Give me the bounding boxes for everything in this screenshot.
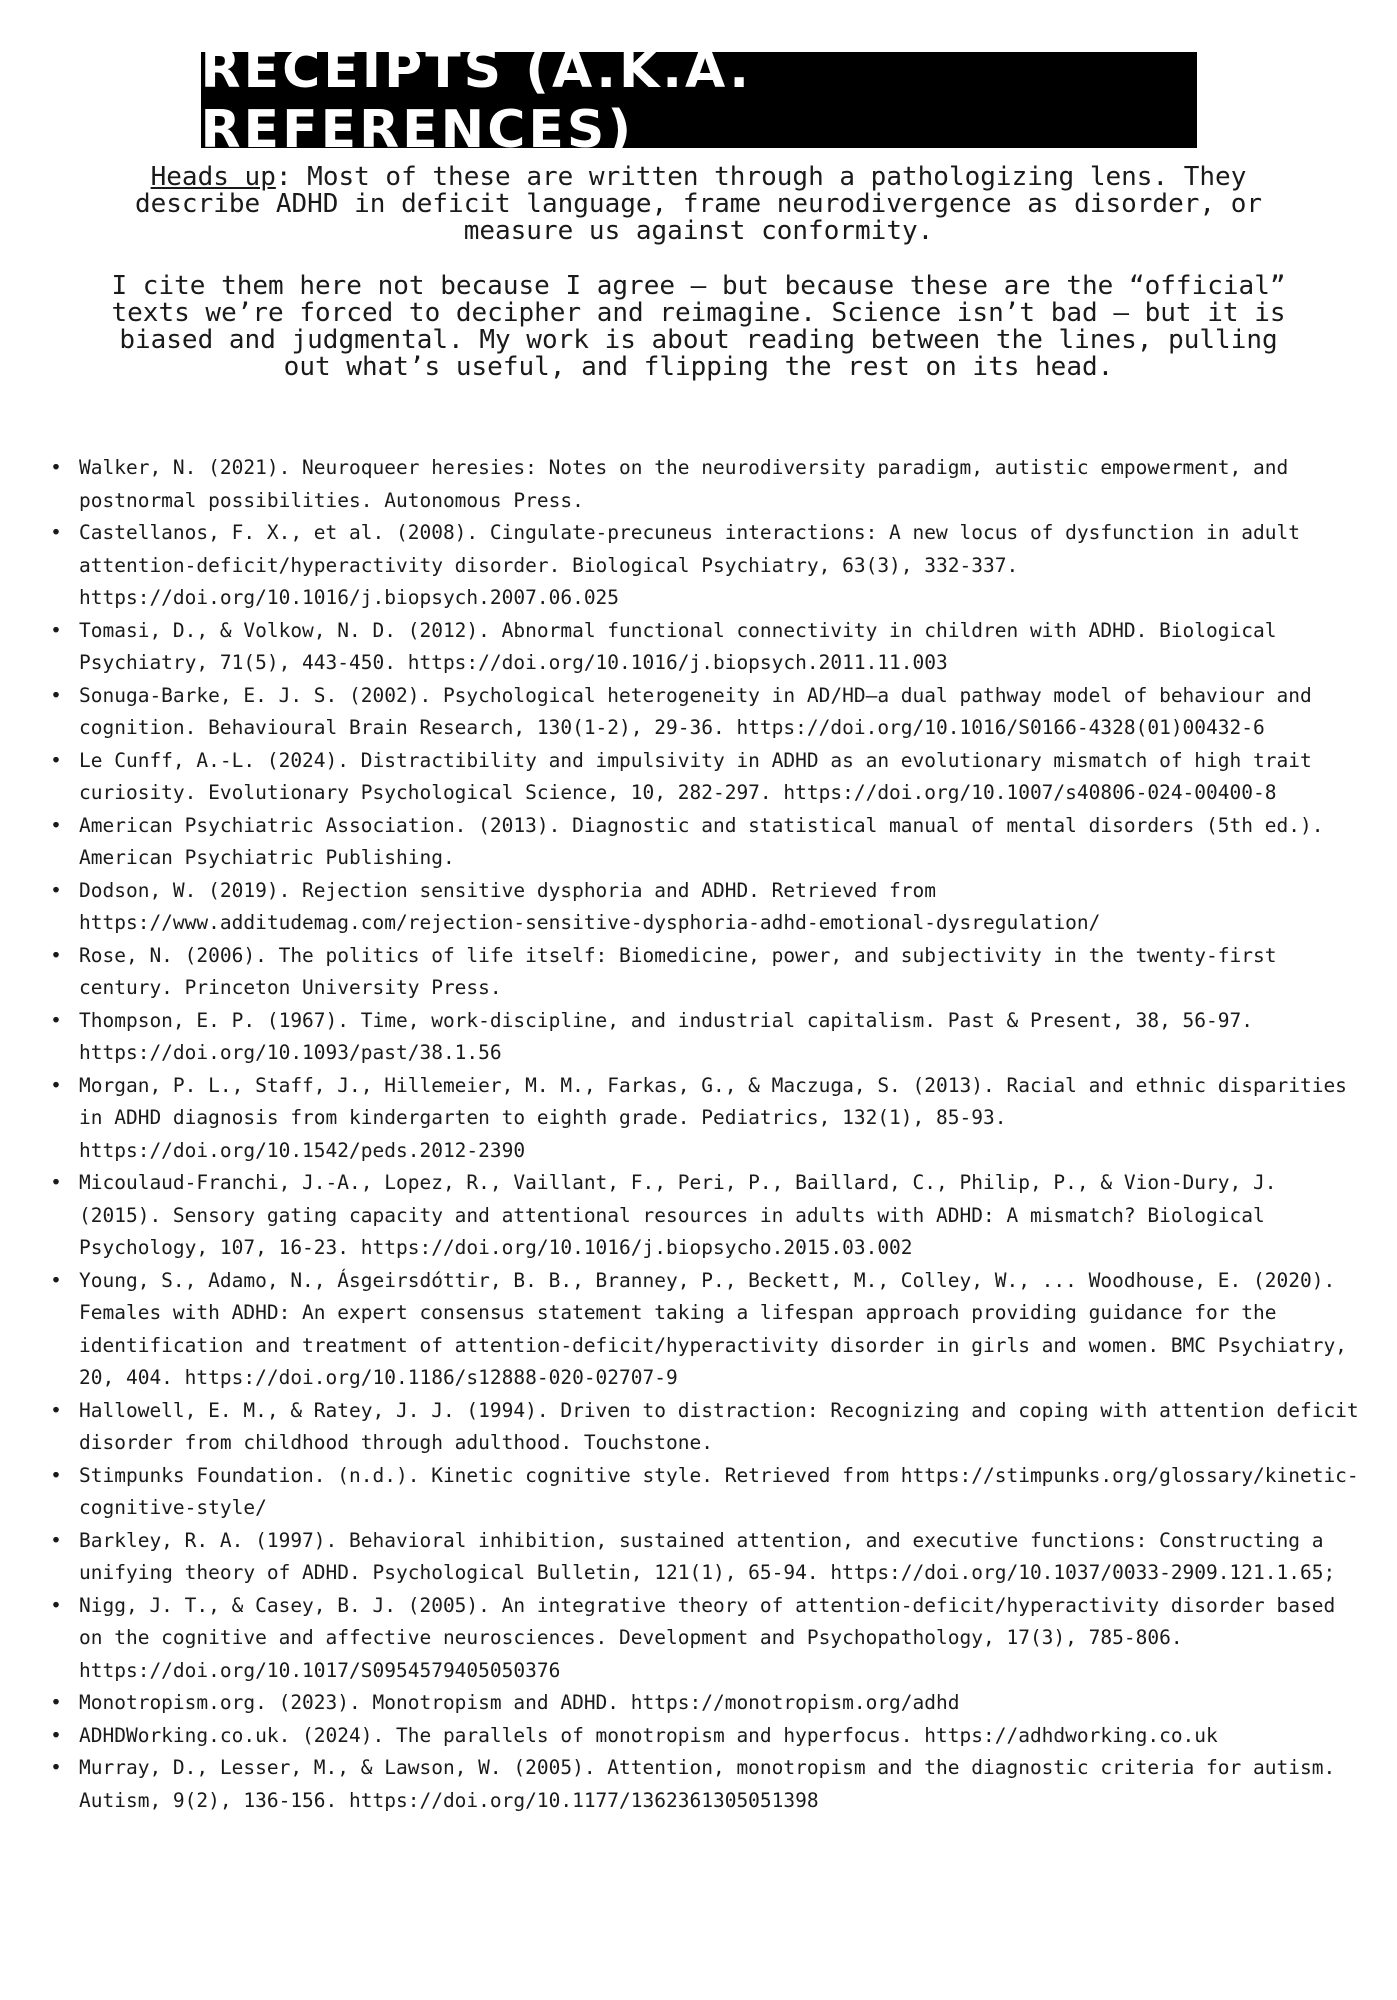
reference-item	[46, 1460, 1366, 1525]
reference-text: Nigg, J. T., & Casey, B. J. (2005). An integrative theory of attention-deficit/hyperactivity disorder based on the cognitive and affective neurosciences. Development and Psychopathology, 17(3), 785-806. https://doi.org/10.1017/S0954579405050376	[79, 1593, 1336, 1682]
bullet-icon: •	[50, 521, 62, 544]
bullet-icon: •	[50, 683, 62, 707]
bullet-icon: •	[50, 1398, 62, 1422]
bullet-icon: •	[50, 1593, 62, 1617]
bullet-icon: •	[50, 943, 62, 967]
reference-item	[46, 940, 1366, 1005]
reference-text: Rose, N. (2006). The politics of life itself: Biomedicine, power, and subjectivity in the twenty-first century. Princeton University Press.	[79, 943, 1277, 999]
bullet-icon: •	[50, 1073, 62, 1097]
bullet-icon: •	[50, 456, 62, 479]
reference-text: Thompson, E. P. (1967). Time, work-discipline, and industrial capitalism. Past & Present, 38, 56-97. https://doi.org/10.1093/past/38.1.56	[79, 1008, 1253, 1064]
reference-item	[46, 1752, 1366, 1817]
bullet-icon: •	[50, 813, 62, 837]
reference-text: Hallowell, E. M., & Ratey, J. J. (1994). Driven to distraction: Recognizing and coping with attention deficit disorder from childhood through adulthood. Touchstone.	[79, 1398, 1359, 1454]
bullet-icon: •	[50, 1723, 62, 1747]
intro-section	[90, 164, 1307, 381]
reference-text: Young, S., Adamo, N., Ásgeirsdóttir, B. B., Branney, P., Beckett, M., Colley, W., ... Woodhouse, E. (2020). Females with ADHD: An expert consensus statement taking a lifespan approach providing guidance for the identification and treatment of attention-deficit/hyperactivity disorder in girls and women. BMC Psychiatry, 20, 404. https://doi.org/10.1186/s12888-020-02707-9	[79, 1268, 1347, 1389]
reference-text: Le Cunff, A.-L. (2024). Distractibility and impulsivity in ADHD as an evolutionary mismatch of high trait curiosity. Evolutionary Psychological Science, 10, 282-297. https://doi.org/10.1007/s40806-024-00400-8	[79, 748, 1312, 804]
reference-text: Morgan, P. L., Staff, J., Hillemeier, M. M., Farkas, G., & Maczuga, S. (2013). Racial and ethnic disparities in ADHD diagnosis from kindergarten to eighth grade. Pediatrics, 132(1), 85-93. https://doi.org/10.1542/peds.2012-2390	[79, 1073, 1347, 1162]
reference-text: Castellanos, F. X., et al. (2008). Cingulate-precuneus interactions: A new locus of dysfunction in adult attention-deficit/hyperactivity disorder. Biological Psychiatry, 63(3), 332-337. https://doi.org/10.1016/j.biopsych.2007.06.025	[79, 521, 1300, 609]
title-banner	[200, 40, 1197, 160]
title-banner-wrap	[0, 40, 1397, 160]
reference-item	[46, 615, 1366, 680]
bullet-icon: •	[50, 748, 62, 772]
bullet-icon: •	[50, 1691, 62, 1714]
reference-text: Sonuga-Barke, E. J. S. (2002). Psychological heterogeneity in AD/HD—a dual pathway model of behaviour and cognition. Behavioural Brain Research, 130(1-2), 29-36. https://doi.org/10.1016/S0166-4328(01)00432-6	[79, 683, 1312, 739]
reference-item	[46, 1687, 1366, 1720]
reference-item	[46, 1590, 1366, 1688]
page-title: RECEIPTS (A.K.A. REFERENCES)	[200, 40, 752, 160]
reference-text: Murray, D., Lesser, M., & Lawson, W. (2005). Attention, monotropism and the diagnostic criteria for autism. Autism, 9(2), 136-156. https://doi.org/10.1177/1362361305051398	[79, 1756, 1336, 1812]
bullet-icon: •	[50, 878, 62, 902]
reference-text: Stimpunks Foundation. (n.d.). Kinetic cognitive style. Retrieved from https://stimpunks.org/glossary/kinetic-cognitive-style/	[79, 1463, 1359, 1519]
reference-item	[46, 517, 1366, 615]
reference-text: Dodson, W. (2019). Rejection sensitive dysphoria and ADHD. Retrieved from https://www.additudemag.com/rejection-sensitive-dysphoria-adhd-emotional-dysregulation/	[79, 878, 1101, 934]
reference-text: Tomasi, D., & Volkow, N. D. (2012). Abnormal functional connectivity in children with ADHD. Biological Psychiatry, 71(5), 443-450. https://doi.org/10.1016/j.biopsych.2011.11.003	[79, 618, 1277, 674]
reference-text: ADHDWorking.co.uk. (2024). The parallels of monotropism and hyperfocus. https://adhdworking.co.uk	[79, 1723, 1218, 1747]
bullet-icon: •	[50, 618, 62, 642]
bullet-icon: •	[50, 1756, 62, 1779]
reference-text: Walker, N. (2021). Neuroqueer heresies: Notes on the neurodiversity paradigm, autistic empowerment, and postnormal possibilities. Autonomous Press.	[79, 456, 1289, 512]
reference-item	[46, 680, 1366, 745]
reference-text: Barkley, R. A. (1997). Behavioral inhibition, sustained attention, and executive functions: Constructing a unifying theory of ADHD. Psychological Bulletin, 121(1), 65-94. https://doi.org/10.1037/0033-2909.121.1.65;	[79, 1528, 1336, 1584]
bullet-icon: •	[50, 1008, 62, 1032]
reference-item	[46, 1005, 1366, 1070]
intro-lead: Heads up	[150, 162, 276, 192]
intro-paragraph-2: I cite them here not because I agree — but because these are the “official” texts we’re forced to decipher and reimagine. Science isn’t bad — but it is biased and judgmental. My work is about reading between the lines, pulling out what’s useful, and flipping the rest on its head.	[111, 271, 1286, 382]
bullet-icon: •	[50, 1268, 62, 1292]
reference-list	[46, 452, 1366, 1817]
reference-item	[46, 1395, 1366, 1460]
reference-item	[46, 1167, 1366, 1265]
reference-text: American Psychiatric Association. (2013). Diagnostic and statistical manual of mental disorders (5th ed.). American Psychiatric Publishing.	[79, 813, 1324, 869]
reference-item	[46, 810, 1366, 875]
intro-paragraph-1-text: : Most of these are written through a pathologizing lens. They describe ADHD in deficit language, frame neurodivergence as disorder, or measure us against conformity.	[134, 162, 1263, 246]
reference-item	[46, 875, 1366, 940]
bullet-icon: •	[50, 1171, 62, 1194]
reference-item	[46, 1525, 1366, 1590]
bullet-icon: •	[50, 1528, 62, 1552]
intro-paragraph-1	[90, 164, 1307, 245]
reference-item	[46, 1070, 1366, 1168]
reference-item	[46, 1720, 1366, 1753]
reference-item	[46, 745, 1366, 810]
reference-item	[46, 1265, 1366, 1395]
reference-text: Monotropism.org. (2023). Monotropism and ADHD. https://monotropism.org/adhd	[79, 1691, 960, 1714]
reference-item	[46, 452, 1366, 517]
reference-text: Micoulaud-Franchi, J.-A., Lopez, R., Vaillant, F., Peri, P., Baillard, C., Philip, P., & Vion-Dury, J. (2015). Sensory gating capacity and attentional resources in adults with ADHD: A mismatch? Biological Psychology, 107, 16-23. https://doi.org/10.1016/j.biopsycho.2015.03.002	[79, 1171, 1277, 1259]
bullet-icon: •	[50, 1463, 62, 1487]
